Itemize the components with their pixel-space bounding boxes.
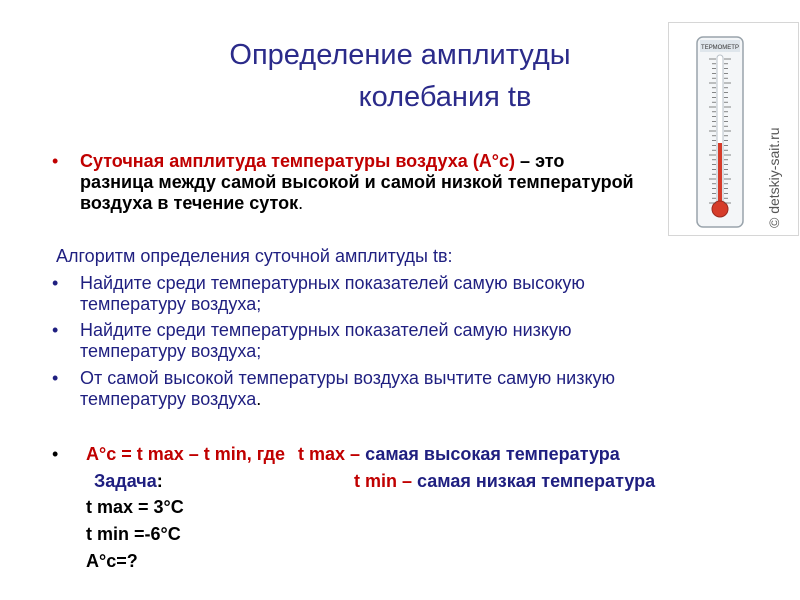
step-1-line-1: Найдите среди температурных показателей самую высокую	[80, 273, 585, 293]
title-line-2: колебания tв	[358, 81, 532, 113]
task-label: Задача	[94, 471, 157, 491]
task-tmin: t min =-6°C	[86, 524, 181, 544]
formula-tmax-desc: самая высокая температура	[365, 444, 620, 464]
step-2-line-2: температуру воздуха;	[80, 341, 262, 361]
task-question: A°c=?	[86, 551, 138, 571]
definition-dash: –	[520, 151, 531, 171]
algorithm-step-1	[80, 273, 585, 315]
task-tmax: t max = 3°C	[86, 497, 184, 517]
task-colon: :	[156, 471, 163, 491]
formula-tmin-var: t min –	[354, 471, 413, 491]
step-2-line-1: Найдите среди температурных показателей самую низкую	[80, 320, 572, 340]
definition-symbol: (A°с)	[472, 151, 516, 171]
algorithm-step-2	[80, 320, 571, 362]
definition-line-3: воздуха в течение суток	[80, 193, 299, 213]
formula-expression: A°c = t max – t min, где	[86, 444, 286, 464]
definition-block	[80, 151, 720, 214]
definition-period: .	[298, 193, 304, 213]
algorithm-heading: Алгоритм определения суточной амплитуды tв:	[56, 246, 453, 266]
step-3-period: .	[256, 389, 262, 409]
thermometer-credit: © detskiy-sait.ru	[766, 127, 782, 228]
definition-bullet-icon: •	[52, 151, 59, 171]
formula-tmin-desc: самая низкая температура	[417, 471, 656, 491]
algorithm-step-3	[80, 368, 615, 410]
definition-term: Суточная амплитуда температуры воздуха	[80, 151, 468, 171]
step-3-line-1: От самой высокой температуры воздуха вычтите самую низкую	[80, 368, 616, 388]
step-1-bullet-icon: •	[52, 273, 59, 293]
step-1-line-2: температуру воздуха;	[80, 294, 262, 314]
formula-tmin-row	[354, 471, 655, 492]
definition-rest: это	[535, 151, 565, 171]
definition-line-2: разница между самой высокой и самой низкой температурой	[80, 172, 634, 192]
formula-bullet-icon: •	[52, 444, 59, 464]
task-label-row	[94, 471, 163, 492]
formula-tmax-var: t max –	[298, 444, 361, 464]
step-2-bullet-icon: •	[52, 320, 59, 340]
step-3-bullet-icon: •	[52, 368, 59, 388]
formula-line	[86, 444, 620, 465]
thermometer-label: ТЕРМОМЕТР	[701, 45, 739, 51]
title-line-1: Определение амплитуды	[229, 39, 571, 71]
step-3-line-2: температуру воздуха	[80, 389, 257, 409]
